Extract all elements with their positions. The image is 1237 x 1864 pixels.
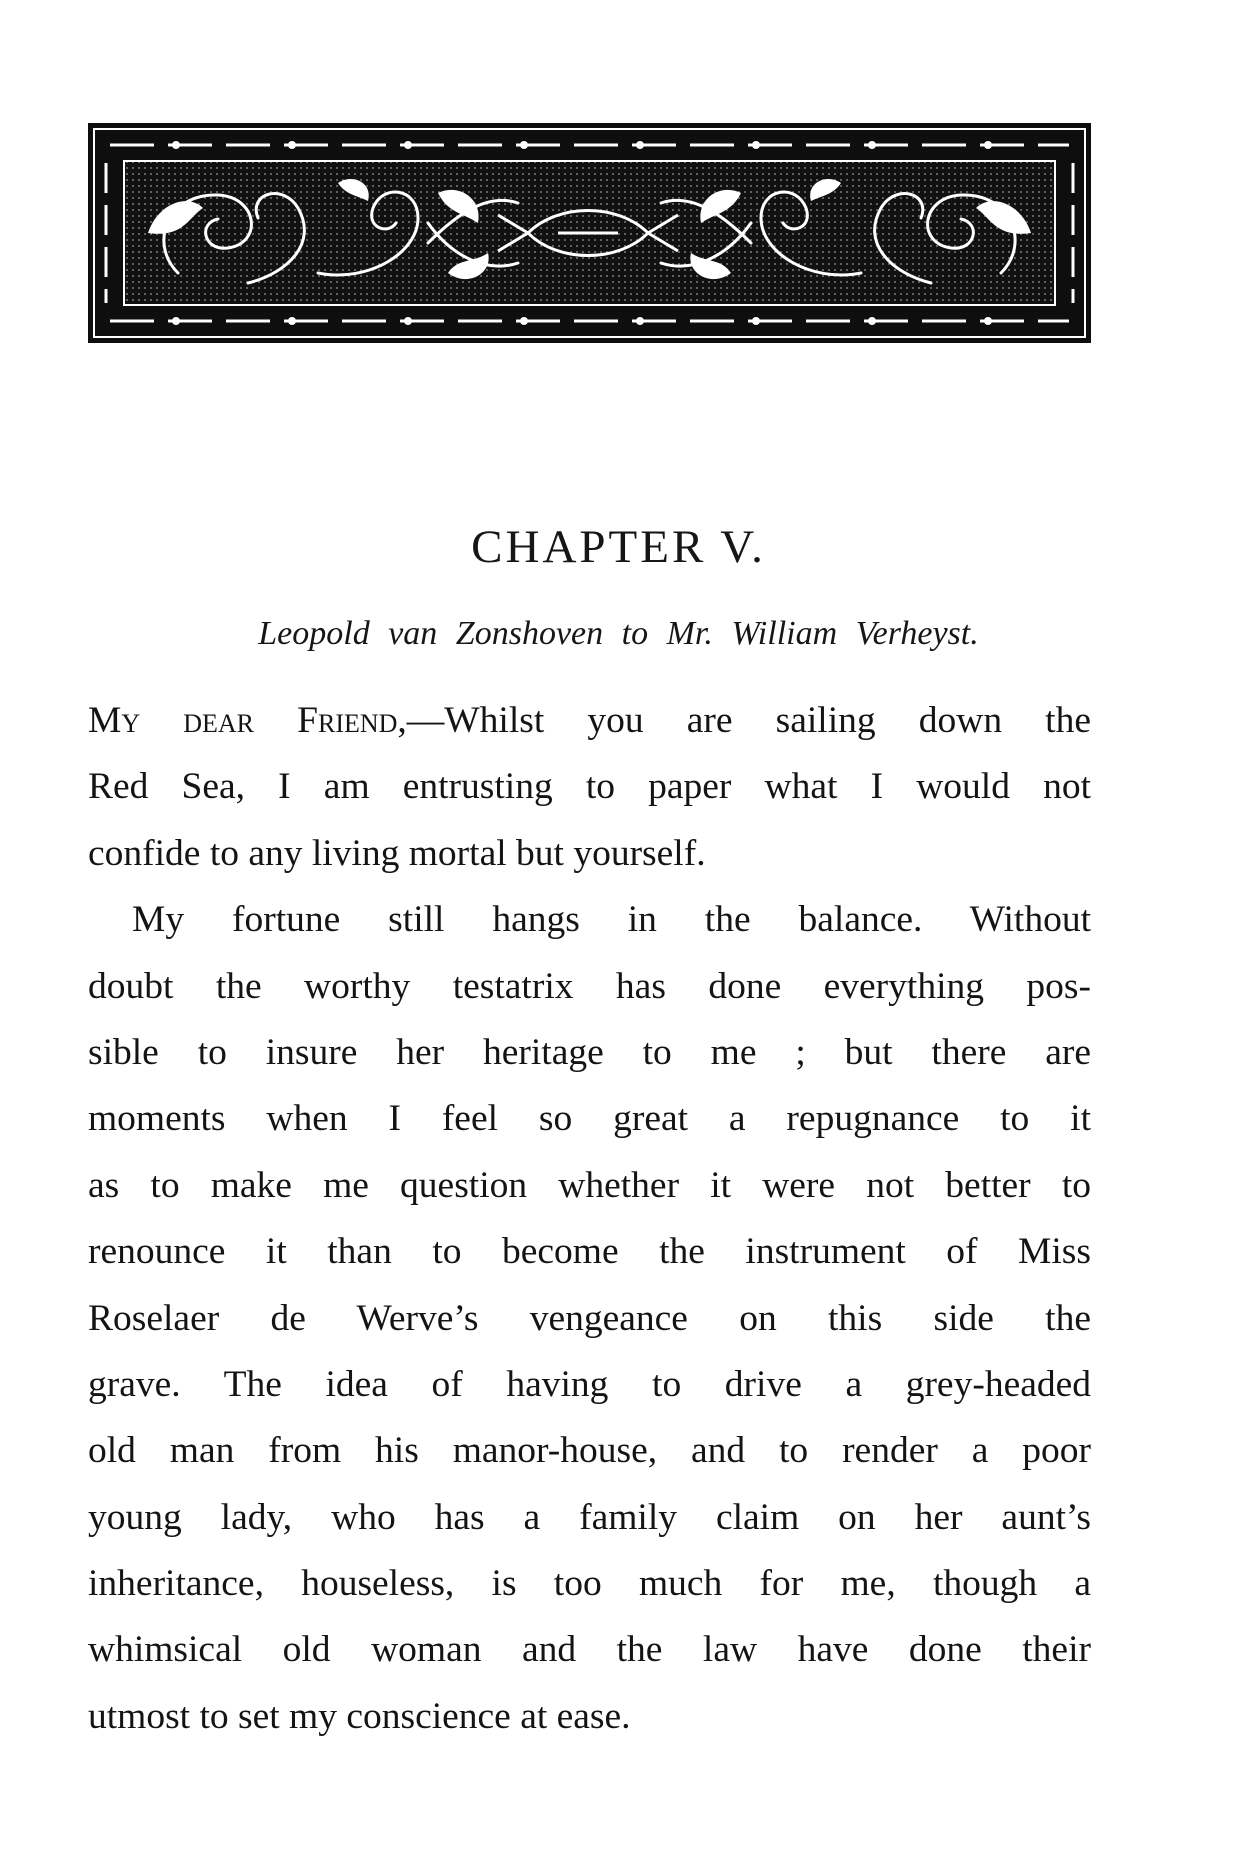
text-line: old man from his manor-house, and to render a poor [88,1430,1091,1472]
text-line: whimsical old woman and the law have done their [88,1629,1091,1671]
text-line: grave. The idea of having to drive a grey-headed [88,1363,1091,1405]
chapter-title: CHAPTER V. [471,521,766,573]
text-line: confide to any living mortal but yourself. [88,832,706,874]
decorative-header-ornament [88,123,1091,343]
text-line: utmost to set my conscience at ease. [88,1695,631,1737]
letter-heading: Leopold van Zonshoven to Mr. William Verheyst. [258,615,979,652]
text-line-content: —Whilst you are sailing down the [406,700,1091,741]
text-line: moments when I feel so great a repugnance to it [88,1098,1091,1140]
text-line: as to make me question whether it were not better to [88,1164,1091,1206]
text-line: My fortune still hangs in the balance. Without [132,899,1091,941]
text-line: Red Sea, I am entrusting to paper what I would not [88,766,1091,808]
letter-body [88,688,1091,1750]
text-line: young lady, who has a family claim on her aunt’s [88,1496,1091,1538]
text-line: renounce it than to become the instrument of Miss [88,1231,1091,1273]
text-line: inheritance, houseless, is too much for me, though a [88,1563,1091,1605]
salutation: My dear Friend, [88,700,407,741]
text-line: Roselaer de Werve’s vengeance on this side the [88,1297,1091,1339]
text-line [88,688,1091,754]
text-line: doubt the worthy testatrix has done everything pos- [88,965,1091,1007]
text-line: sible to insure her heritage to me ; but there are [88,1031,1091,1073]
